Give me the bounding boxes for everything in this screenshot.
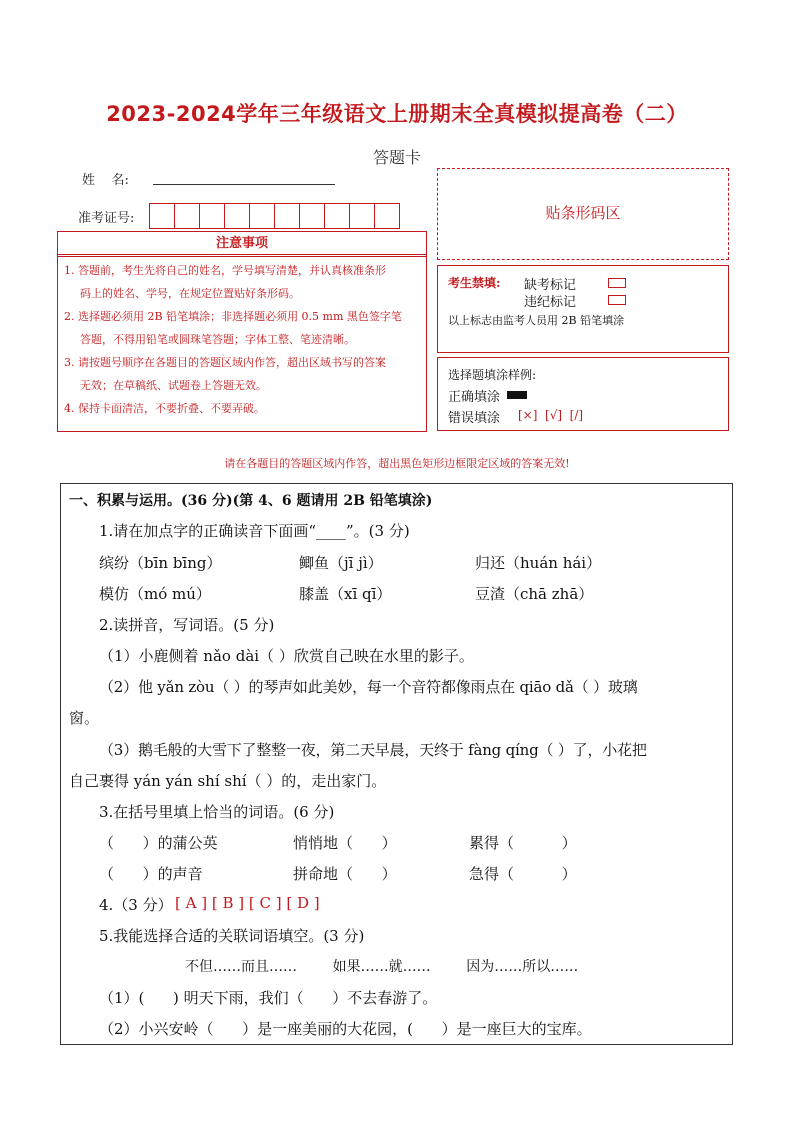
notice-item: 1. 答题前，考生先将自己的姓名，学号填写清楚，并认真核准条形: [64, 264, 386, 277]
notice-item: 码上的姓名、学号，在规定位置贴好条形码。: [80, 287, 300, 300]
q1-prompt: 1.请在加点字的正确读音下面画“____”。(3 分): [99, 522, 410, 540]
violation-mark-label: 违纪标记: [524, 295, 577, 310]
ban-note: 以上标志由监考人员用 2B 铅笔填涂: [448, 314, 625, 327]
q4-choice-bubbles[interactable]: [ A ] [ B ] [ C ] [ D ]: [175, 894, 320, 912]
notice-box: [57, 254, 427, 432]
section1-title: 一、积累与运用。(36 分)(第 4、6 题请用 2B 铅笔填涂): [69, 493, 433, 509]
q3-item: 急得（ ）: [469, 865, 577, 883]
correct-fill-sample: [507, 391, 527, 399]
notice-item: 无效；在草稿纸、试题卷上答题无效。: [80, 379, 267, 392]
wrong-fill-samples: [×] [√] [/]: [518, 408, 584, 422]
notice-item: 3. 请按题号顺序在各题目的答题区域内作答，超出区域书写的答案: [64, 356, 386, 369]
q1-option: 模仿（mó mú）: [99, 585, 211, 603]
exam-digit-box[interactable]: [199, 203, 225, 229]
notice-item: 4. 保持卡面清洁，不要折叠、不要弄破。: [64, 402, 265, 415]
q5-word-bank: 不但……而且…… 如果……就…… 因为……所以……: [185, 959, 579, 975]
exam-number-boxes[interactable]: [150, 203, 400, 229]
exam-digit-box[interactable]: [349, 203, 375, 229]
q5-prompt: 5.我能选择合适的关联词语填空。(3 分): [99, 927, 365, 945]
fill-sample-box: [437, 357, 729, 431]
q3-prompt: 3.在括号里填上恰当的词语。(6 分): [99, 803, 335, 821]
exam-digit-box[interactable]: [374, 203, 400, 229]
q3-item: （ ）的声音: [99, 865, 203, 883]
exam-digit-box[interactable]: [149, 203, 175, 229]
q1-option: 鲫鱼（jī jì）: [299, 554, 383, 572]
exam-digit-box[interactable]: [324, 203, 350, 229]
q2-prompt: 2.读拼音，写词语。(5 分): [99, 616, 275, 634]
sample-label: 选择题填涂样例:: [448, 368, 537, 382]
q1-option: 缤纷（bīn bīng）: [99, 554, 222, 572]
answer-sheet-subtitle: 答题卡: [372, 148, 421, 167]
q1-option: 膝盖（xī qī）: [299, 585, 392, 603]
q3-item: 累得（ ）: [469, 834, 577, 852]
notice-heading: 注意事项: [57, 231, 427, 257]
q1-option: 归还（huán hái）: [475, 554, 602, 572]
exam-digit-box[interactable]: [299, 203, 325, 229]
missing-mark-label: 缺考标记: [524, 278, 577, 293]
violation-mark-box[interactable]: [608, 295, 626, 305]
q5-line: （2）小兴安岭（ ）是一座美丽的大花园，( ）是一座巨大的宝库。: [99, 1020, 592, 1038]
area-warning: 请在各题目的答题区域内作答，超出黑色矩形边框限定区域的答案无效!: [224, 457, 570, 470]
ban-label: 考生禁填:: [448, 276, 501, 290]
exam-digit-box[interactable]: [224, 203, 250, 229]
exam-digit-box[interactable]: [274, 203, 300, 229]
q2-line: 自己裹得 yán yán shí shí（ ）的，走出家门。: [69, 772, 387, 790]
exam-digit-box[interactable]: [174, 203, 200, 229]
ban-box: [437, 265, 729, 353]
q2-line: （1）小鹿侧着 nǎo dài（ ）欣赏自己映在水里的影子。: [99, 647, 474, 665]
q5-line: （1）( ) 明天下雨，我们（ ）不去春游了。: [99, 989, 438, 1007]
q3-item: 拼命地（ ）: [293, 865, 397, 883]
q1-option: 豆渣（chā zhā）: [475, 585, 594, 603]
missing-mark-box[interactable]: [608, 278, 626, 288]
notice-item: 2. 选择题必须用 2B 铅笔填涂；非选择题必须用 0.5 mm 黑色签字笔: [64, 310, 402, 323]
barcode-area: 贴条形码区: [437, 168, 729, 260]
q2-line: （2）他 yǎn zòu（ ）的琴声如此美妙，每一个音符都像雨点在 qiāo dǎ（ ）玻璃: [99, 678, 638, 696]
q3-item: （ ）的蒲公英: [99, 834, 218, 852]
section1-answer-box: [60, 483, 733, 1045]
q2-line: （3）鹅毛般的大雪下了整整一夜，第二天早晨，天终于 fàng qíng（ ）了，小花把: [99, 741, 647, 759]
q4-label: 4.（3 分）: [99, 896, 173, 914]
exam-digit-box[interactable]: [249, 203, 275, 229]
q2-line: 窗。: [69, 709, 100, 727]
exam-number-label: 准考证号:: [78, 211, 135, 226]
name-field[interactable]: [153, 183, 335, 185]
correct-fill-label: 正确填涂: [448, 390, 501, 405]
wrong-fill-label: 错误填涂: [448, 411, 501, 426]
name-label: 姓 名:: [82, 173, 129, 188]
q3-item: 悄悄地（ ）: [293, 834, 397, 852]
notice-item: 答题，不得用铅笔或圆珠笔答题；字体工整、笔迹清晰。: [80, 333, 355, 346]
page-title: 2023-2024学年三年级语文上册期末全真模拟提高卷（二）: [106, 102, 688, 126]
